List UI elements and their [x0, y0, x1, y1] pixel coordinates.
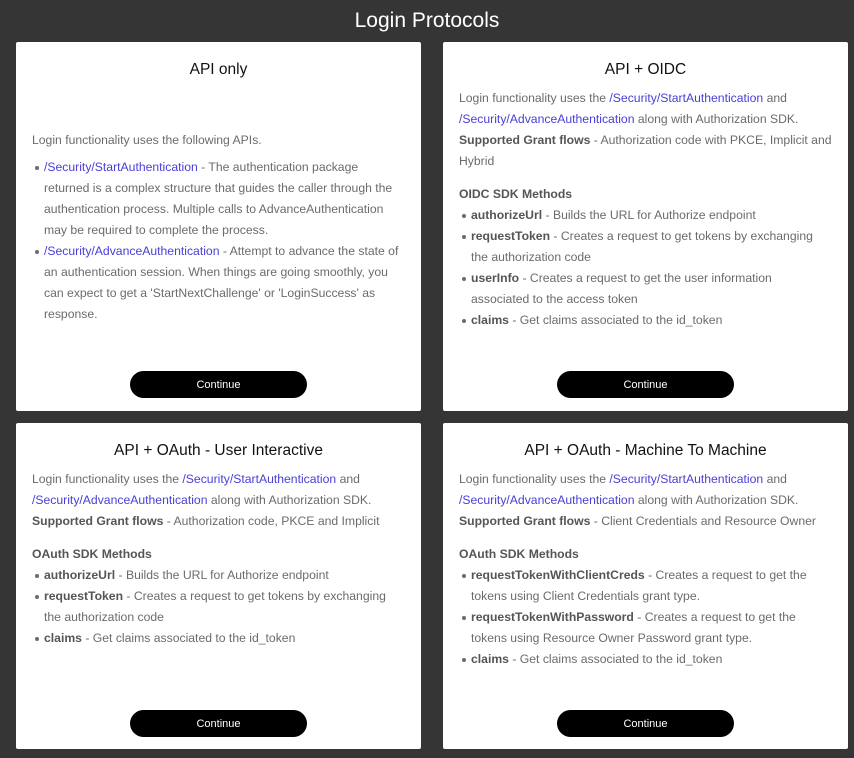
method-name: claims	[44, 631, 82, 645]
api-list	[32, 157, 405, 325]
intro-text: and	[336, 472, 360, 486]
card-intro	[32, 469, 405, 511]
methods-title: OAuth SDK Methods	[32, 547, 152, 561]
list-item	[44, 157, 405, 241]
list-item-text: - Attempt to advance the state of an authentication session. When things are going smoothly, you can expect to get a 'StartNextChallenge' or 'LoginSuccess' as response.	[44, 244, 399, 321]
method-desc: - Get claims associated to the id_token	[508, 652, 723, 666]
intro-text: and	[763, 91, 787, 105]
continue-button[interactable]: Continue	[557, 371, 734, 398]
list-item	[471, 205, 832, 226]
grant-flows-text: - Client Credentials and Resource Owner	[590, 514, 816, 528]
card-intro: Login functionality uses the following APIs.	[32, 133, 262, 147]
card-api-oauth-user-interactive	[16, 423, 421, 749]
card-intro	[459, 88, 832, 130]
method-name: requestToken	[471, 229, 551, 243]
list-item	[471, 310, 832, 331]
intro-text: along with Authorization SDK.	[634, 493, 799, 507]
method-desc: - Get claims associated to the id_token	[81, 631, 296, 645]
method-desc: - Get claims associated to the id_token	[508, 313, 723, 327]
grant-flows	[32, 511, 405, 532]
method-desc: - Creates a request to get tokens by exchanging the authorization code	[44, 589, 386, 624]
list-item-text: - The authentication package returned is a complex structure that guides the caller through the authentication process. Multiple calls to AdvanceAuthentication may be required to complete the process.	[44, 160, 393, 237]
card-title: API + OIDC	[604, 61, 687, 78]
intro-text: Login functionality uses the	[459, 91, 610, 105]
list-item	[471, 268, 832, 310]
intro-text: along with Authorization SDK.	[634, 112, 799, 126]
start-authentication-link[interactable]: /Security/StartAuthentication	[182, 472, 337, 486]
start-authentication-link[interactable]: /Security/StartAuthentication	[44, 160, 198, 174]
card-intro	[459, 469, 832, 511]
continue-button[interactable]: Continue	[130, 371, 307, 398]
card-body	[32, 469, 405, 649]
list-item	[471, 607, 832, 649]
method-desc: - Builds the URL for Authorize endpoint	[115, 568, 329, 582]
list-item	[471, 226, 832, 268]
advance-authentication-link[interactable]: /Security/AdvanceAuthentication	[459, 493, 635, 507]
methods-list	[459, 565, 832, 670]
start-authentication-link[interactable]: /Security/StartAuthentication	[609, 472, 764, 486]
card-body	[459, 88, 832, 331]
method-desc: - Creates a request to get the tokens using Resource Owner Password grant type.	[471, 610, 796, 645]
intro-text: along with Authorization SDK.	[207, 493, 372, 507]
method-name: userInfo	[471, 271, 520, 285]
card-api-oidc	[443, 42, 848, 411]
advance-authentication-link[interactable]: /Security/AdvanceAuthentication	[44, 244, 220, 258]
card-api-oauth-machine-to-machine	[443, 423, 848, 749]
method-name: authorizeUrl	[471, 208, 543, 222]
page-title: Login Protocols	[354, 9, 500, 32]
start-authentication-link[interactable]: /Security/StartAuthentication	[609, 91, 764, 105]
method-desc: - Creates a request to get the tokens using Client Credentials grant type.	[471, 568, 807, 603]
method-name: claims	[471, 652, 509, 666]
grant-flows	[459, 130, 832, 172]
advance-authentication-link[interactable]: /Security/AdvanceAuthentication	[459, 112, 635, 126]
grant-flows-label: Supported Grant flows	[32, 514, 164, 528]
method-name: requestTokenWithPassword	[471, 610, 634, 624]
method-name: authorizeUrl	[44, 568, 116, 582]
methods-title: OAuth SDK Methods	[459, 547, 579, 561]
list-item	[471, 565, 832, 607]
continue-button[interactable]: Continue	[557, 710, 734, 737]
methods-title: OIDC SDK Methods	[459, 187, 573, 201]
intro-text: and	[763, 472, 787, 486]
methods-list	[32, 565, 405, 649]
methods-list	[459, 205, 832, 331]
grant-flows	[459, 511, 832, 532]
card-body	[459, 469, 832, 670]
method-desc: - Creates a request to get tokens by exchanging the authorization code	[471, 229, 813, 264]
continue-button[interactable]: Continue	[130, 710, 307, 737]
list-item	[471, 649, 832, 670]
intro-text: Login functionality uses the	[459, 472, 610, 486]
card-title: API + OAuth - User Interactive	[114, 442, 323, 459]
method-name: requestTokenWithClientCreds	[471, 568, 645, 582]
intro-text: Login functionality uses the	[32, 472, 183, 486]
card-body	[32, 130, 405, 325]
list-item	[44, 586, 405, 628]
list-item	[44, 565, 405, 586]
method-name: requestToken	[44, 589, 124, 603]
method-desc: - Creates a request to get the user information associated to the access token	[471, 271, 772, 306]
grant-flows-text: - Authorization code with PKCE, Implicit and Hybrid	[459, 133, 832, 168]
list-item	[44, 241, 405, 325]
method-desc: - Builds the URL for Authorize endpoint	[542, 208, 756, 222]
card-title: API + OAuth - Machine To Machine	[524, 442, 767, 459]
list-item	[44, 628, 405, 649]
card-api-only	[16, 42, 421, 411]
grant-flows-label: Supported Grant flows	[459, 514, 591, 528]
method-name: claims	[471, 313, 509, 327]
card-title: API only	[189, 61, 248, 78]
advance-authentication-link[interactable]: /Security/AdvanceAuthentication	[32, 493, 208, 507]
grant-flows-label: Supported Grant flows	[459, 133, 591, 147]
grant-flows-text: - Authorization code, PKCE and Implicit	[163, 514, 380, 528]
